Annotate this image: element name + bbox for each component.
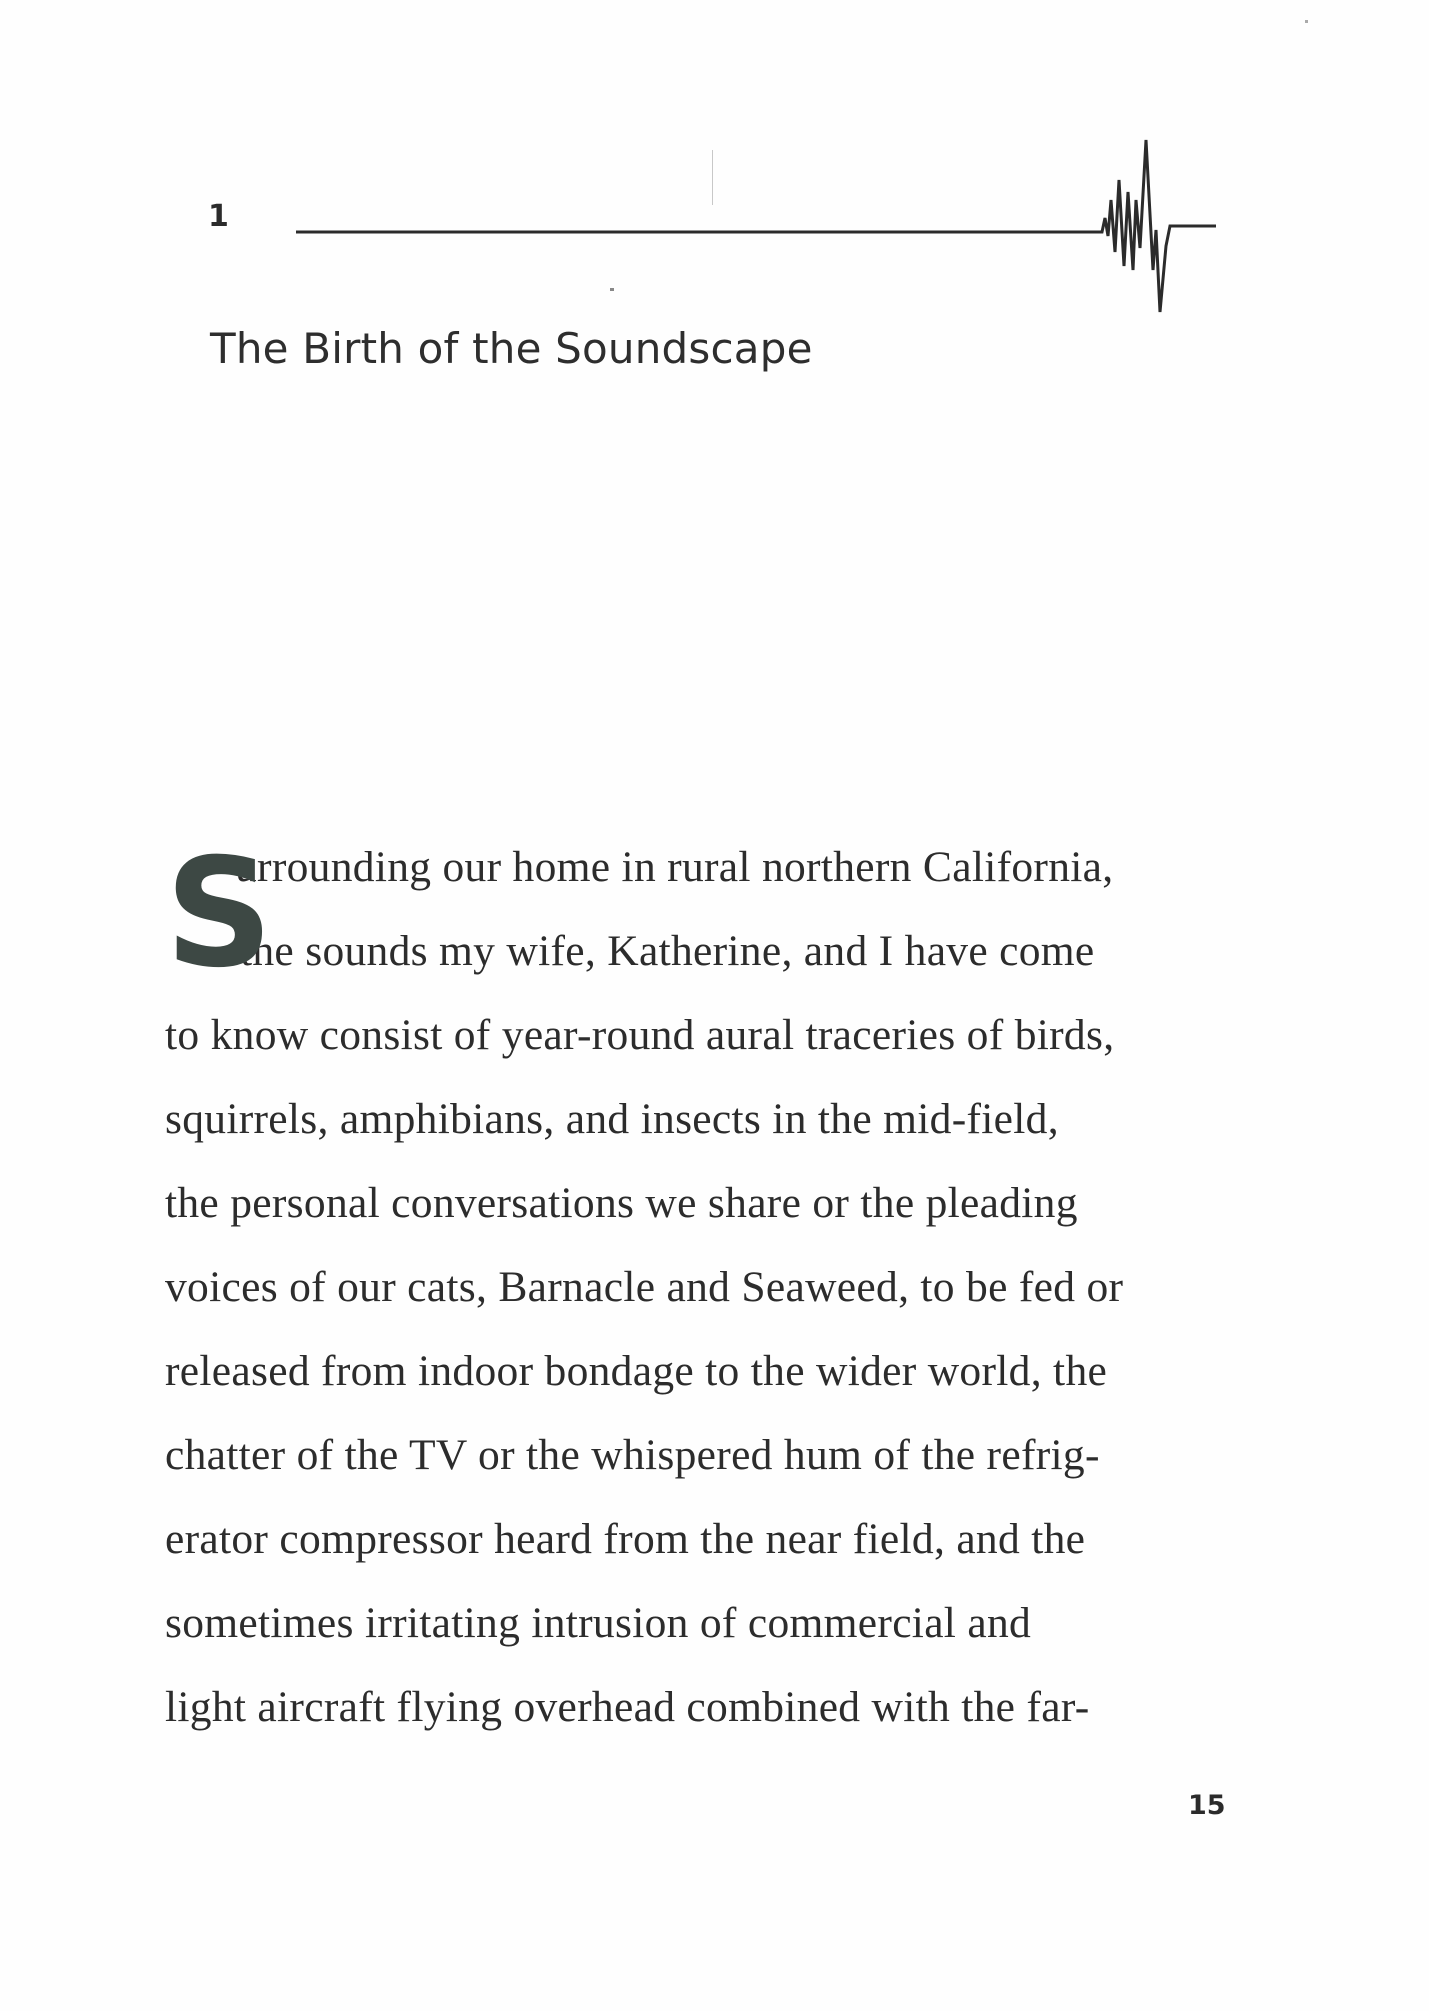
text-line: erator compressor heard from the near field, and the xyxy=(165,1515,1086,1563)
soundwave-divider-icon xyxy=(296,130,1216,330)
chapter-title: The Birth of the Soundscape xyxy=(210,324,813,373)
text-line: released from indoor bondage to the wider world, the xyxy=(165,1347,1108,1395)
body-paragraph xyxy=(165,825,1225,1749)
text-line: urrounding our home in rural northern California, xyxy=(235,843,1114,891)
text-line: chatter of the TV or the whispered hum of the refrig- xyxy=(165,1431,1100,1479)
text-line: to know consist of year-round aural traceries of birds, xyxy=(165,1011,1115,1059)
text-line: sometimes irritating intrusion of commercial and xyxy=(165,1599,1032,1647)
text-line: squirrels, amphibians, and insects in the mid-field, xyxy=(165,1095,1059,1143)
page-number: 15 xyxy=(1188,1790,1226,1821)
scan-mark xyxy=(1305,20,1308,23)
text-line: the personal conversations we share or the pleading xyxy=(165,1179,1078,1227)
text-line: the sounds my wife, Katherine, and I have come xyxy=(240,927,1095,975)
chapter-number: 1 xyxy=(208,199,229,234)
text-line: voices of our cats, Barnacle and Seaweed, to be fed or xyxy=(165,1263,1124,1311)
drop-cap: S xyxy=(165,827,274,1001)
text-line: light aircraft flying overhead combined with the far- xyxy=(165,1683,1090,1731)
